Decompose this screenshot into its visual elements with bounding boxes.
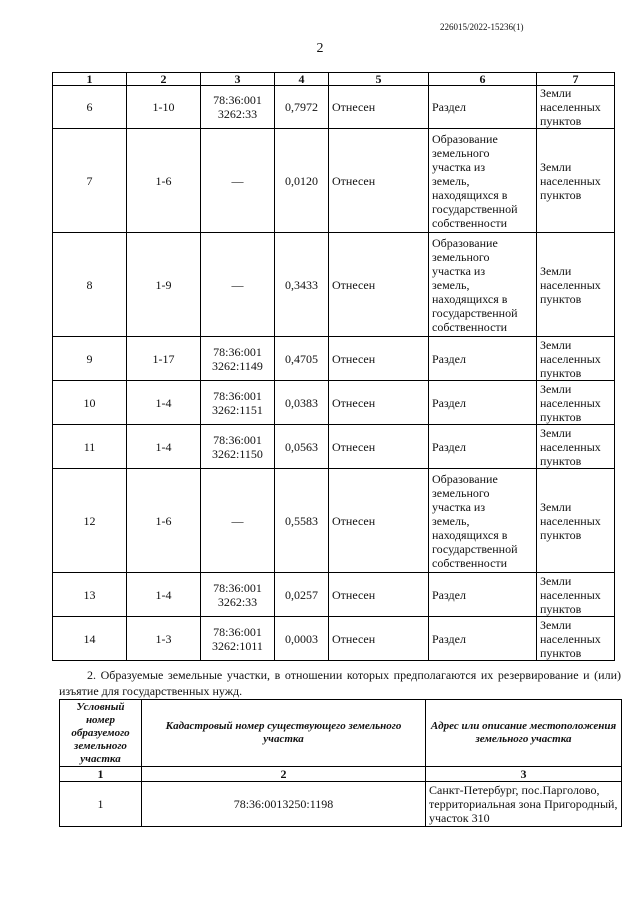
column-number-6: 6	[429, 73, 537, 86]
area-cell: 0,4705	[275, 337, 329, 381]
land-category-cell: Земли населенных пунктов	[537, 425, 615, 469]
formation-method-cell: Раздел	[429, 573, 537, 617]
row-number-cell: 6	[53, 86, 127, 129]
column-number-3: 3	[201, 73, 275, 86]
table-row	[53, 425, 615, 469]
address-header: Адрес или описание местоположения земельного участка	[426, 700, 622, 767]
cadastral-number-cell: 78:36:0013250:1198	[142, 782, 426, 827]
area-cell: 0,0120	[275, 129, 329, 233]
land-category-cell: Земли населенных пунктов	[537, 86, 615, 129]
column-number-4: 4	[275, 73, 329, 86]
table-row	[53, 129, 615, 233]
column-number-5: 5	[329, 73, 429, 86]
formation-method-cell: Раздел	[429, 425, 537, 469]
column-number-2: 2	[127, 73, 201, 86]
status-cell: Отнесен	[329, 86, 429, 129]
table-row	[53, 617, 615, 661]
area-cell: 0,0003	[275, 617, 329, 661]
address-cell: Санкт-Петербург, пос.Парголово, территориальная зона Пригородный, участок 310	[426, 782, 622, 827]
row-number-cell: 7	[53, 129, 127, 233]
row-number-cell: 12	[53, 469, 127, 573]
row-number-cell: 8	[53, 233, 127, 337]
table-row	[53, 573, 615, 617]
land-category-cell: Земли населенных пунктов	[537, 469, 615, 573]
status-cell: Отнесен	[329, 469, 429, 573]
status-cell: Отнесен	[329, 337, 429, 381]
formation-method-cell: Образование земельного участка из земель, находящихся в государственной собственности	[429, 469, 537, 573]
formation-method-cell: Образование земельного участка из земель, находящихся в государственной собственности	[429, 233, 537, 337]
status-cell: Отнесен	[329, 573, 429, 617]
area-cell: 0,0563	[275, 425, 329, 469]
point-range-cell: 1-10	[127, 86, 201, 129]
status-cell: Отнесен	[329, 381, 429, 425]
section-2-text: 2. Образуемые земельные участки, в отношении которых предполагаются их резервирование и (или) изъятие для государственных нужд.	[59, 668, 621, 698]
row-number-cell: 9	[53, 337, 127, 381]
status-cell: Отнесен	[329, 425, 429, 469]
table-row	[53, 381, 615, 425]
document-number: 226015/2022-15236(1)	[440, 22, 524, 32]
formation-method-cell: Раздел	[429, 86, 537, 129]
point-range-cell: 1-17	[127, 337, 201, 381]
point-range-cell: 1-6	[127, 469, 201, 573]
area-cell: 0,3433	[275, 233, 329, 337]
cadastral-number-cell: 78:36:001 3262:1011	[201, 617, 275, 661]
row-number-cell: 10	[53, 381, 127, 425]
table-row	[60, 782, 622, 827]
table-row	[53, 337, 615, 381]
table-row	[53, 233, 615, 337]
cadastral-number-header: Кадастровый номер существующего земельного участка	[142, 700, 426, 767]
table-row	[53, 469, 615, 573]
column-number-1: 1	[53, 73, 127, 86]
status-cell: Отнесен	[329, 233, 429, 337]
area-cell: 0,7972	[275, 86, 329, 129]
point-range-cell: 1-4	[127, 425, 201, 469]
formation-method-cell: Раздел	[429, 337, 537, 381]
point-range-cell: 1-6	[127, 129, 201, 233]
formation-method-cell: Образование земельного участка из земель, находящихся в государственной собственности	[429, 129, 537, 233]
formation-method-cell: Раздел	[429, 381, 537, 425]
point-range-cell: 1-4	[127, 381, 201, 425]
formation-method-cell: Раздел	[429, 617, 537, 661]
reserved-parcels-table	[59, 699, 622, 827]
land-category-cell: Земли населенных пунктов	[537, 233, 615, 337]
land-category-cell: Земли населенных пунктов	[537, 573, 615, 617]
row-number-cell: 14	[53, 617, 127, 661]
area-cell: 0,0257	[275, 573, 329, 617]
cadastral-number-cell: 78:36:001 3262:33	[201, 573, 275, 617]
cadastral-number-cell: 78:36:001 3262:1150	[201, 425, 275, 469]
cadastral-number-cell: 78:36:001 3262:1149	[201, 337, 275, 381]
land-category-cell: Земли населенных пунктов	[537, 381, 615, 425]
table-header-row	[53, 73, 615, 86]
section-2-paragraph	[59, 667, 621, 699]
column-numbers-row	[60, 767, 622, 782]
conditional-number-header: Условный номер образуемого земельного участка	[60, 700, 142, 767]
table-header-row	[60, 700, 622, 767]
area-cell: 0,0383	[275, 381, 329, 425]
column-number-2: 2	[142, 767, 426, 782]
land-category-cell: Земли населенных пунктов	[537, 617, 615, 661]
cadastral-number-cell: —	[201, 129, 275, 233]
land-category-cell: Земли населенных пунктов	[537, 337, 615, 381]
point-range-cell: 1-9	[127, 233, 201, 337]
cadastral-number-cell: 78:36:001 3262:33	[201, 86, 275, 129]
cadastral-number-cell: 78:36:001 3262:1151	[201, 381, 275, 425]
column-number-3: 3	[426, 767, 622, 782]
cadastral-number-cell: —	[201, 469, 275, 573]
land-category-cell: Земли населенных пунктов	[537, 129, 615, 233]
point-range-cell: 1-4	[127, 573, 201, 617]
page-number: 2	[316, 41, 324, 56]
row-number-cell: 11	[53, 425, 127, 469]
parcels-table	[52, 72, 615, 661]
column-number-1: 1	[60, 767, 142, 782]
conditional-number-cell: 1	[60, 782, 142, 827]
cadastral-number-cell: —	[201, 233, 275, 337]
status-cell: Отнесен	[329, 129, 429, 233]
table-row	[53, 86, 615, 129]
status-cell: Отнесен	[329, 617, 429, 661]
column-number-7: 7	[537, 73, 615, 86]
row-number-cell: 13	[53, 573, 127, 617]
area-cell: 0,5583	[275, 469, 329, 573]
point-range-cell: 1-3	[127, 617, 201, 661]
